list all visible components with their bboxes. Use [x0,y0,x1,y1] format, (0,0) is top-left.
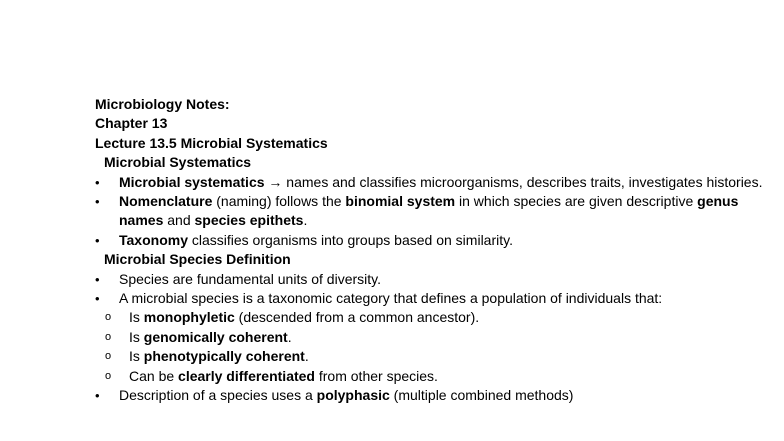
list-item [95,386,775,405]
item-text: Can be [129,367,179,384]
item-text: Is [129,348,144,365]
item-text: (descended from a common ancestor). [234,309,480,326]
chapter-label: Chapter 13 [95,115,168,132]
list-item [95,270,775,289]
bullet-marker: • [95,174,100,190]
list-item [95,173,775,192]
item-text: Species are fundamental units of diversity. [119,270,381,287]
term: clearly differentiated [178,367,315,384]
section-heading-systematics: Microbial Systematics [104,154,252,171]
list-item [95,289,775,308]
term: monophyletic [143,309,235,326]
bullet-marker: • [95,291,100,307]
item-text: . [287,328,292,345]
item-text: from other species. [314,367,438,384]
item-text: A microbial species is a taxonomic category that defines a population of individuals that: [119,290,663,307]
sub-list-item [95,328,775,347]
term: phenotypically coherent [143,348,305,365]
item-text: → names and classifies microorganisms, describes traits, investigates histories. [264,173,763,190]
bullet-marker: • [95,232,100,248]
sub-bullet-marker: o [105,311,112,324]
term: Microbial systematics [119,173,265,190]
species-list [95,270,775,406]
section-heading-species: Microbial Species Definition [104,251,291,268]
list-item [95,192,775,231]
term: polyphasic [316,387,390,404]
term: Taxonomy [119,231,188,248]
item-text: . [304,348,309,365]
sub-bullet-marker: o [105,330,112,343]
sub-bullet-marker: o [105,369,112,382]
systematics-list [95,173,775,251]
term: species epithets [194,212,304,229]
item-text: (multiple combined methods) [389,387,574,404]
bullet-marker: • [95,271,100,287]
sub-list-item [95,308,775,327]
lecture-title: Lecture 13.5 Microbial Systematics [95,134,328,151]
term: Nomenclature [119,193,213,210]
item-text: (naming) follows the [212,193,346,210]
item-text: classifies organisms into groups based on similarity. [187,231,513,248]
item-text: Is [129,309,144,326]
sub-list-item [95,347,775,366]
term: binomial system [345,193,456,210]
bullet-marker: • [95,194,100,210]
term: genus names [119,193,739,229]
term: genomically coherent [143,328,288,345]
item-text: Is [129,328,144,345]
notes-title: Microbiology Notes: [95,96,230,112]
notes-body [95,95,775,406]
sub-bullet-marker: o [105,350,112,363]
sub-list-item [95,367,775,386]
item-text: in which species are given descriptive [455,193,698,210]
bullet-marker: • [95,388,100,404]
item-text: Description of a species uses a [119,387,317,404]
item-text: and [163,212,195,229]
item-text: . [303,212,308,229]
list-item [95,231,775,250]
